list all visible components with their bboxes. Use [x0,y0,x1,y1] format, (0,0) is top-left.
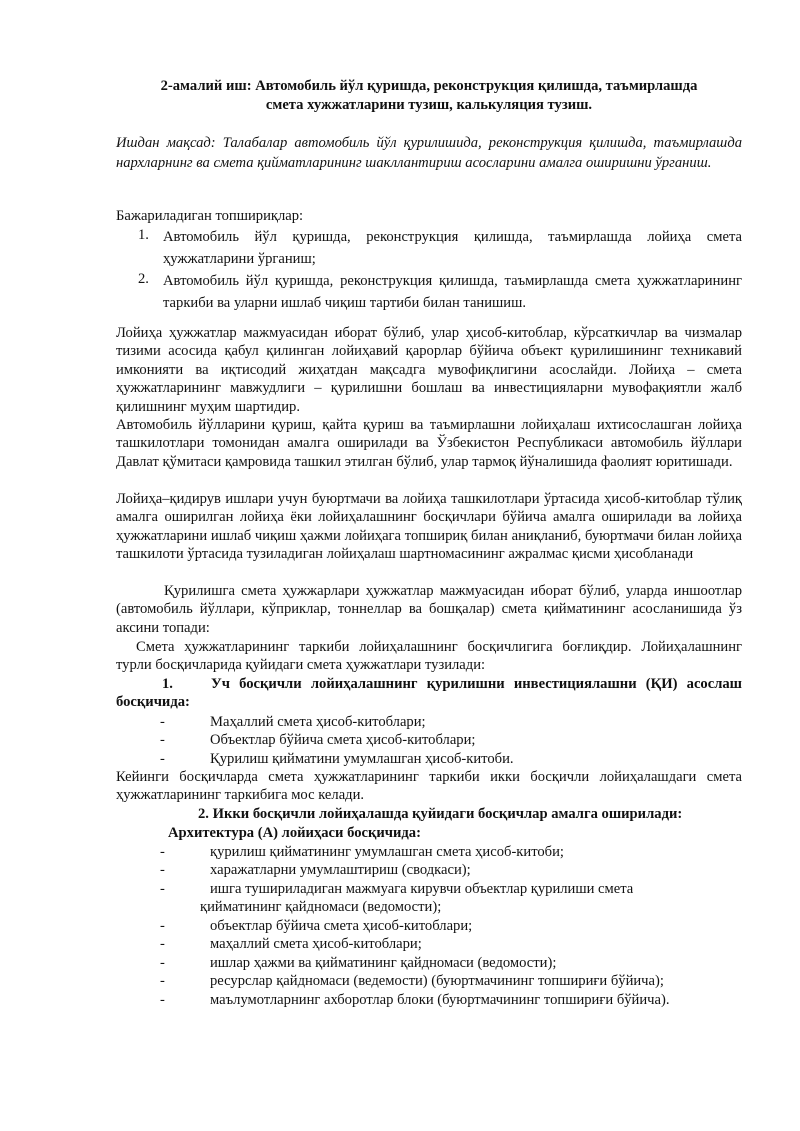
paragraph: Кейинги босқичларда смета ҳужжатларининг таркиби икки босқичли лойиҳалашдаги смета ҳужжатларининг таркибига мос келади. [116,769,742,804]
list-dash: - [160,862,165,878]
list-item-text: ишга тушириладиган мажмуага кирувчи объектлар қурилиши смета [210,881,634,897]
list-dash: - [160,714,165,730]
list-dash: - [160,936,165,952]
list-dash: - [160,955,165,971]
list-item-text: маълумотларнинг ахборотлар блоки (буюртмачининг топшириғи бўйича). [210,992,670,1008]
list-dash: - [160,751,165,767]
title-line-2: смета хужжатларини тузиш, калькуляция тузиш. [265,97,593,113]
section-1-number: 1. [162,676,173,692]
paragraph: Лойиҳа–қидирув ишлари учун буюртмачи ва лойиҳа ташкилотлари ўртасида ҳисоб-китоблар тўлиқ амалга оширилган лойиҳа ёки лойиҳалашнинг босқичлари бўйича амалга оширилади ва лойиҳа ҳужжатларини ишлаб чиқиш ҳажми лойиҳага топшириқ билан аниқланиб, буюртмачи билан лойиҳа ташкилоти ўртасида тузиладиган лойиҳалаш шартномасининг ажралмас қисми ҳисобланади [116,491,742,563]
paragraph: Смета ҳужжатларининг таркиби лойиҳалашнинг босқичлигига боғлиқдир. Лойиҳалашнинг турли босқичларида қуйидаги смета ҳужжатлари тузилади: [116,639,742,674]
list-item-text: қурилиш қийматининг умумлашган смета ҳисоб-китоби; [210,844,564,860]
section-1-heading [116,675,742,712]
title-line-1: 2-амалий иш: Автомобиль йўл қуришда, реконструкция қилишда, таъмирлашда [160,78,698,94]
list-dash: - [160,844,165,860]
paragraph: Қурилишга смета ҳужжарлари ҳужжатлар мажмуасидан иборат бўлиб, уларда иншоотлар (автомобиль йўллари, кўприклар, тоннеллар ва бошқалар) смета қийматининг асосланишида ўз аксини топади: [116,583,742,636]
list-item-text: маҳаллий смета ҳисоб-китоблари; [210,936,422,952]
list-dash: - [160,732,165,748]
section-1-title: Уч босқичли лойиҳалашнинг қурилишни инвестициялашни (ҚИ) асослаш босқичида: [116,676,742,711]
paragraph: Лойиҳа ҳужжатлар мажмуасидан иборат бўлиб, улар ҳисоб-китоблар, кўрсаткичлар ва чизмалар тизими асосида қабул қилинган лойиҳавий қарорлар бўйича объект қурилишининг техникавий имконияти ва иқтисодий жиҳатдан мақсадга мувофиқлигини асослайди. Лойиҳа – смета ҳужжатларининг мавжудлиги – қурилишни бошлаш ва инвестицияларни мувофақиятли жалб қилишнинг муҳим шартидир. [116,325,742,415]
list-dash: - [160,992,165,1008]
list-item-continuation: қийматининг қайдномаси (ведомости); [200,899,442,915]
tasks-heading: Бажариладиган топшириқлар: [116,208,304,224]
goal-paragraph: Ишдан мақсад: Талабалар автомобиль йўл қурилишида, реконструкция қилишда, таъмирлашда нархларнинг ва смета қийматларининг шакллантириш асосларини амалга оширишни ўрганиш. [116,135,742,171]
paragraph: Автомобиль йўлларини қуриш, қайта қуриш ва таъмирлашни лойиҳалаш ихтисослашган лойиҳа ташкилотлари томонидан амалга оширилади ва Ўзбекистон Республикаси автомобиль йўллари Давлат қўмитаси қамровида ташкил этилган бўлиб, улар тармоқ йўналишида фаолият юритишади. [116,417,742,470]
list-dash: - [160,918,165,934]
task-number: 2. [138,271,149,287]
list-item-text: ресурслар қайдномаси (ведемости) (буюртмачининг топшириғи бўйича); [210,973,664,989]
task-text: Автомобиль йўл қуришда, реконструкция қилишда, таъмирлашда смета ҳужжатларининг таркиби ва уларни ишлаб чиқиш тартиби билан танишиш. [163,273,742,311]
section-2-subtitle: Архитектура (А) лойиҳаси босқичида: [168,825,421,841]
section-2-title: 2. Икки босқичли лойиҳалашда қуйидаги босқичлар амалга оширилади: [198,806,683,822]
list-item-text: Маҳаллий смета ҳисоб-китоблари; [210,714,426,730]
list-item-text: Объектлар бўйича смета ҳисоб-китоблари; [210,732,476,748]
list-dash: - [160,881,165,897]
task-text: Автомобиль йўл қуришда, реконструкция қилишда, таъмирлашда лойиҳа смета ҳужжатларини ўрганиш; [163,229,742,267]
list-item-text: объектлар бўйича смета ҳисоб-китоблари; [210,918,473,934]
task-number: 1. [138,227,149,243]
list-item-text: Қурилиш қийматини умумлашган ҳисоб-китоби. [210,751,514,767]
list-item-text: ишлар ҳажми ва қийматининг қайдномаси (ведомости); [210,955,557,971]
list-item-text: харажатларни умумлаштириш (сводкаси); [210,862,471,878]
list-dash: - [160,973,165,989]
document-title [116,77,742,115]
